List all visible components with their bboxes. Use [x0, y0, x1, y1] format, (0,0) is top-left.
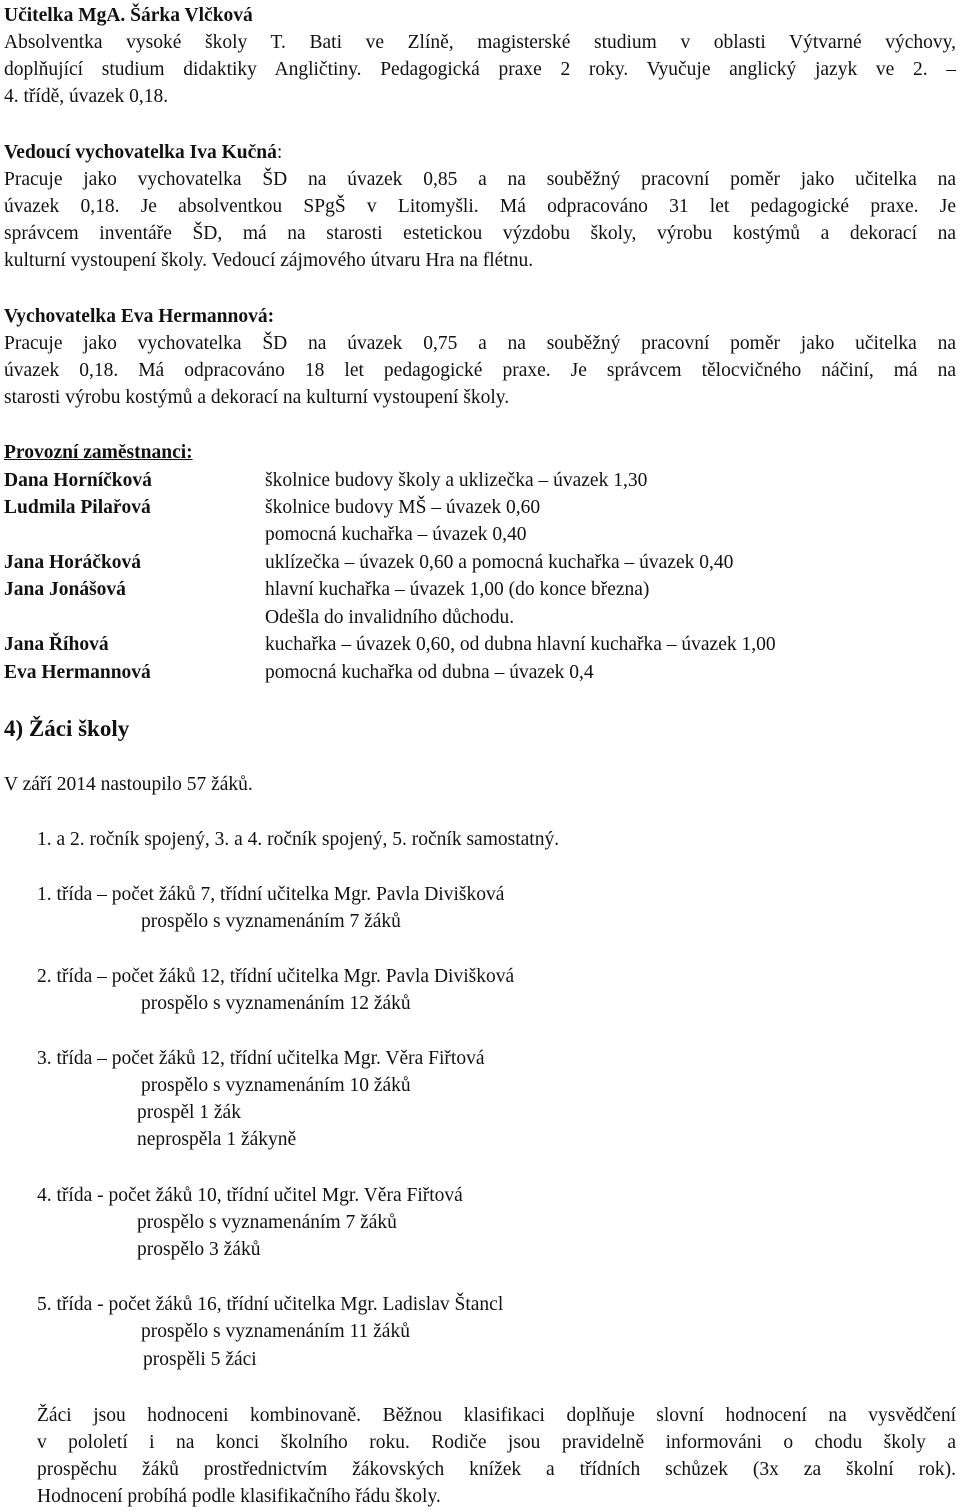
paragraph-line: kulturní vystoupení školy. Vedoucí zájmového útvaru Hra na flétnu. [4, 250, 534, 271]
class-heading: 1. třída – počet žáků 7, třídní učitelka Mgr. Pavla Divišková [37, 884, 505, 905]
staff-role: kuchařka – úvazek 0,60, od dubna hlavní kuchařka – úvazek 1,00 [265, 634, 776, 655]
paragraph-line: 4. třídě, úvazek 0,18. [4, 86, 169, 107]
students-intro: V září 2014 nastoupilo 57 žáků. [4, 774, 253, 795]
staff-title-hermannova: Vychovatelka Eva Hermannová: [4, 306, 275, 327]
staff-role: hlavní kuchařka – úvazek 1,00 (do konce března) [265, 579, 650, 600]
paragraph-line: úvazek 0,18. Je absolventkou SPgŠ v Litomyšli. Má odpracováno 31 let pedagogické praxe. Je [4, 196, 956, 217]
paragraph-line: správcem inventáře ŠD, má na starosti estetickou výzdobu školy, výrobu kostýmů a dekorací na [4, 223, 956, 244]
staff-role: pomocná kuchařka od dubna – úvazek 0,4 [265, 662, 594, 683]
staff-title-kucna: Vedoucí vychovatelka Iva Kučná: [4, 142, 283, 163]
class-result: prospělo s vyznamenáním 7 žáků [137, 1212, 397, 1233]
class-result: prospělo s vyznamenáním 11 žáků [141, 1321, 410, 1342]
paragraph-line: Pracuje jako vychovatelka ŠD na úvazek 0,75 a na souběžný pracovní poměr jako učitelka na [4, 333, 956, 354]
staff-title-vlckova: Učitelka MgA. Šárka Vlčková [4, 5, 253, 26]
staff-role: uklízečka – úvazek 0,60 a pomocná kuchařka – úvazek 0,40 [265, 552, 734, 573]
class-result: prospělo s vyznamenáním 10 žáků [141, 1075, 411, 1096]
class-result: prospělo 3 žáků [137, 1239, 261, 1260]
paragraph-line: Pracuje jako vychovatelka ŠD na úvazek 0,85 a na souběžný pracovní poměr jako učitelka na [4, 169, 956, 190]
class-heading: 3. třída – počet žáků 12, třídní učitelka Mgr. Věra Fiřtová [37, 1048, 485, 1069]
class-grouping: 1. a 2. ročník spojený, 3. a 4. ročník spojený, 5. ročník samostatný. [37, 829, 560, 850]
staff-role: pomocná kuchařka – úvazek 0,40 [265, 524, 527, 545]
staff-role: Odešla do invalidního důchodu. [265, 607, 515, 628]
staff-role: školnice budovy MŠ – úvazek 0,60 [265, 497, 541, 518]
staff-name: Jana Říhová [4, 634, 109, 655]
staff-role: školnice budovy školy a uklizečka – úvazek 1,30 [265, 470, 648, 491]
class-heading: 2. třída – počet žáků 12, třídní učitelka Mgr. Pavla Divišková [37, 966, 515, 987]
staff-name: Ludmila Pilařová [4, 497, 151, 518]
staff-name: Eva Hermannová [4, 662, 151, 683]
paragraph-line: Absolventka vysoké školy T. Bati ve Zlíně, magisterské studium v oblasti Výtvarné výchovy, [4, 32, 956, 53]
class-heading: 4. třída - počet žáků 10, třídní učitel Mgr. Věra Fiřtová [37, 1185, 463, 1206]
paragraph-line: Žáci jsou hodnoceni kombinovaně. Běžnou klasifikaci doplňuje slovní hodnocení na vysvědčení [37, 1405, 956, 1426]
section-heading-operational: Provozní zaměstnanci: [4, 442, 193, 463]
paragraph-line: starosti výrobu kostýmů a dekorací na kulturní vystoupení školy. [4, 387, 510, 408]
staff-name: Jana Horáčková [4, 552, 142, 573]
paragraph-line: doplňující studium didaktiky Angličtiny. Pedagogická praxe 2 roky. Vyučuje anglický jazyk ve 2. – [4, 59, 956, 80]
class-result: prospělo s vyznamenáním 12 žáků [141, 993, 411, 1014]
paragraph-line: v pololetí i na konci školního roku. Rodiče jsou pravidelně informováni o chodu školy a [37, 1432, 956, 1453]
paragraph-line: prospěchu žáků prostřednictvím žákovských knížek a třídních schůzek (3x za školní rok). [37, 1459, 956, 1480]
class-heading: 5. třída - počet žáků 16, třídní učitelka Mgr. Ladislav Štancl [37, 1294, 504, 1315]
class-result: prospěli 5 žáci [143, 1349, 257, 1370]
class-result: neprospěla 1 žákyně [137, 1129, 297, 1150]
section-heading-students: 4) Žáci školy [4, 716, 130, 741]
class-result: prospělo s vyznamenáním 7 žáků [141, 911, 401, 932]
class-result: prospěl 1 žák [137, 1102, 241, 1123]
paragraph-line: Hodnocení probíhá podle klasifikačního řádu školy. [37, 1486, 441, 1507]
paragraph-line: úvazek 0,18. Má odpracováno 18 let pedagogické praxe. Je správcem tělocvičného náčiní, má na [4, 360, 956, 381]
staff-name: Dana Horníčková [4, 470, 152, 491]
staff-name: Jana Jonášová [4, 579, 126, 600]
